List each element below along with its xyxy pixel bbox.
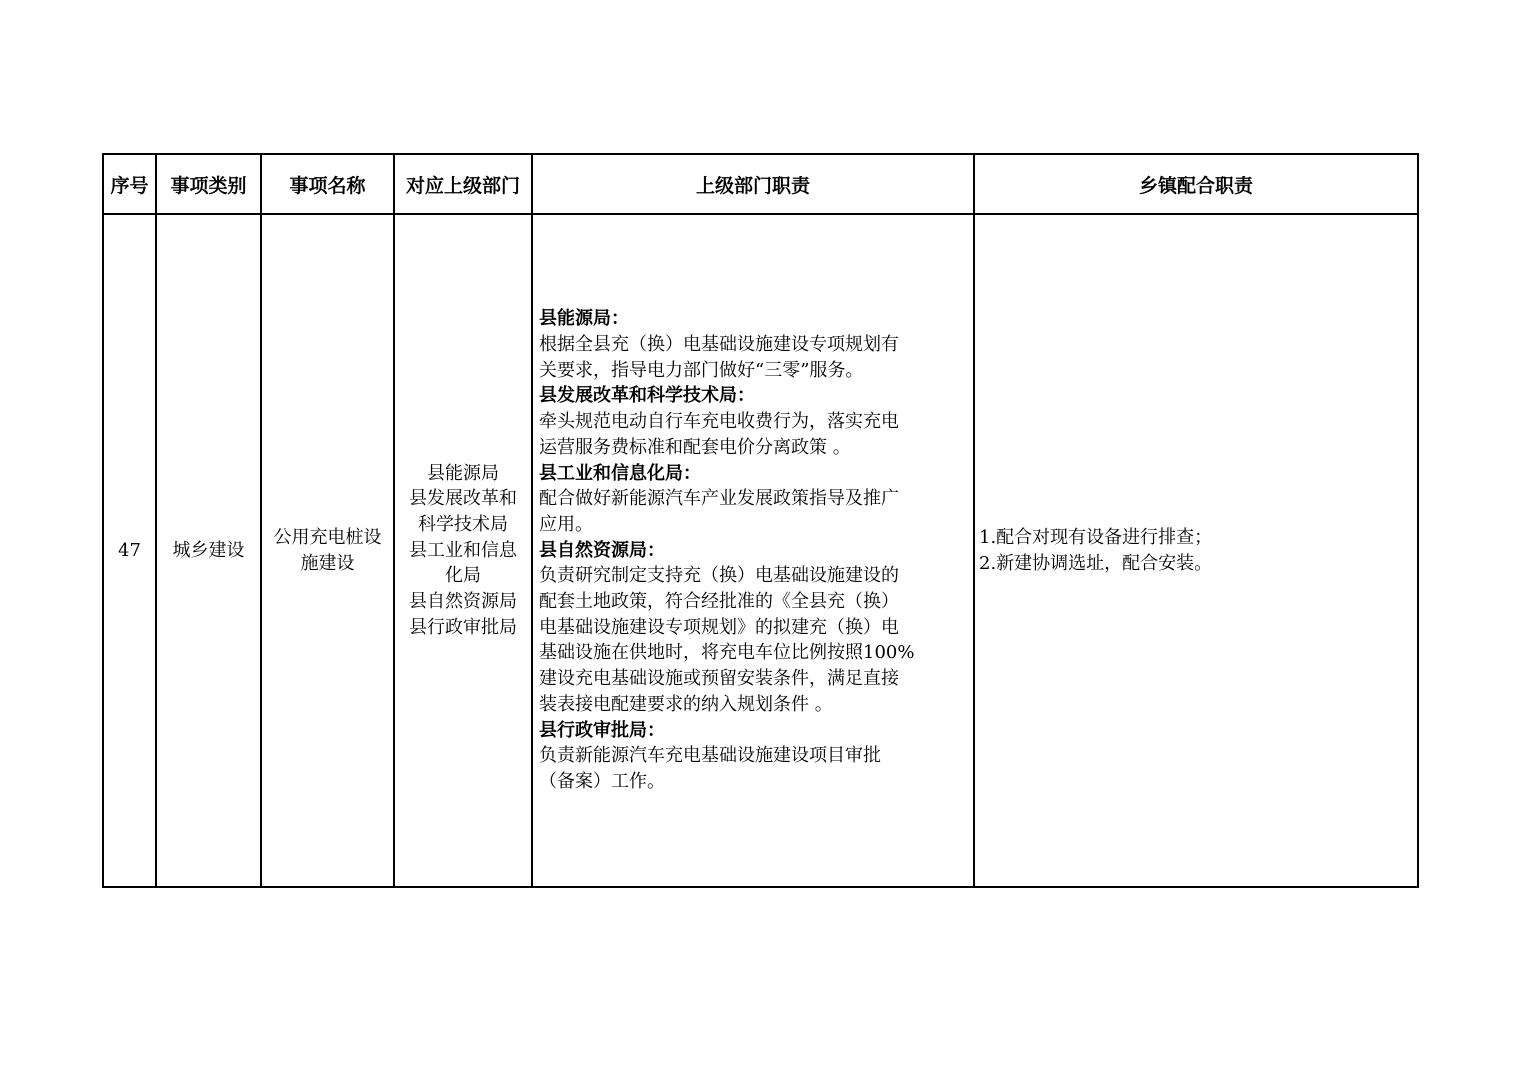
duty-text-line: 配合做好新能源汽车产业发展政策指导及推广 [539,488,899,510]
header-dept: 对应上级部门 [394,154,532,214]
cell-index [103,214,156,887]
row-index: 47 [118,539,141,561]
dept-line: 县工业和信息 [409,539,517,561]
duty-text-line: 负责研究制定支持充（换）电基础设施建设的 [539,565,899,587]
header-row [103,154,1418,214]
header-index: 序号 [103,154,156,214]
duty-text-line: 建设充电基础设施或预留安装条件，满足直接 [539,668,899,690]
item-name-line: 公用充电桩设 [273,526,382,548]
duty-dept-heading: 县发展改革和科学技术局： [539,385,755,407]
duty-dept-heading: 县自然资源局： [539,539,665,561]
header-category: 事项类别 [156,154,261,214]
dept-line: 科学技术局 [418,513,508,535]
duty-text-line: 基础设施在供地时，将充电车位比例按照100% [539,642,915,664]
dept-line: 县发展改革和 [409,488,517,510]
duty-text-line: 电基础设施建设专项规划》的拟建充（换）电 [539,616,899,638]
header-upper-duty: 上级部门职责 [532,154,974,214]
cell-town-duty [974,214,1418,887]
dept-line: 县能源局 [427,462,499,484]
duty-text-line: 负责新能源汽车充电基础设施建设项目审批 [539,745,881,767]
dept-line: 县行政审批局 [409,616,517,638]
duty-table [102,153,1419,888]
duty-text-line: 牵头规范电动自行车充电收费行为，落实充电 [539,411,899,433]
cell-upper-duty [532,214,974,887]
duty-text-line: 根据全县充（换）电基础设施建设专项规划有 [539,334,899,356]
duty-text-line: 运营服务费标准和配套电价分离政策 。 [539,436,851,458]
duty-dept-heading: 县能源局： [539,308,629,330]
cell-dept [394,214,532,887]
item-name-line: 施建设 [300,552,355,574]
town-duty-line: 2.新建协调选址，配合安装。 [979,552,1213,574]
cell-item-name [261,214,394,887]
cell-category [156,214,261,887]
duty-dept-heading: 县工业和信息化局： [539,462,701,484]
header-town-duty: 乡镇配合职责 [974,154,1418,214]
duty-text-line: 应用。 [539,513,593,535]
town-duty-line: 1.配合对现有设备进行排查； [979,526,1213,548]
duty-text-line: 关要求，指导电力部门做好“三零”服务。 [539,359,864,381]
dept-line: 化局 [445,565,481,587]
table-row [103,214,1418,887]
duty-dept-heading: 县行政审批局： [539,719,665,741]
header-item-name: 事项名称 [261,154,394,214]
dept-line: 县自然资源局 [409,591,517,613]
row-category: 城乡建设 [172,539,245,561]
duty-text-line: （备案）工作。 [539,770,665,792]
duty-text-line: 配套土地政策，符合经批准的《全县充（换） [539,591,899,613]
duty-text-line: 装表接电配建要求的纳入规划条件 。 [539,693,833,715]
